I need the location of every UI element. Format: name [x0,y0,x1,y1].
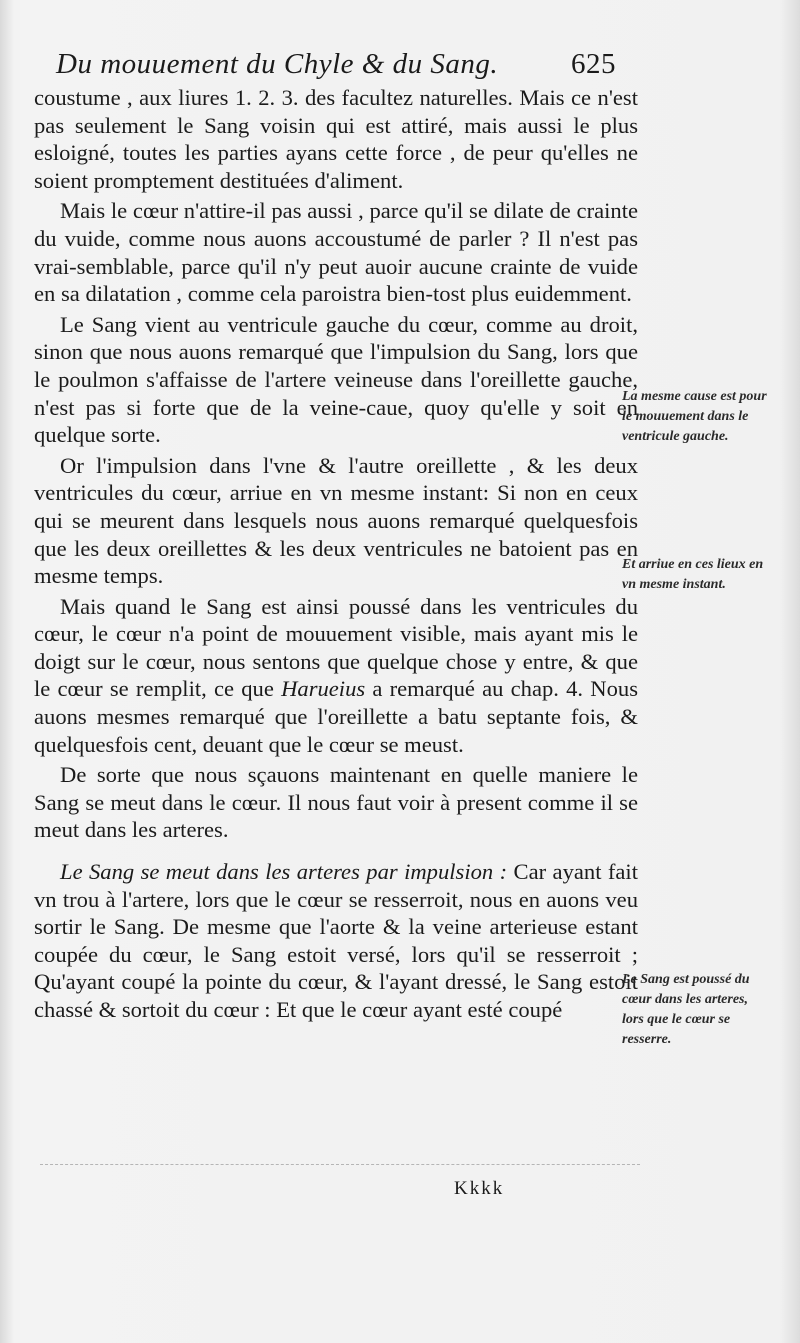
italic-author-name: Harueius [281,676,366,702]
paragraph: coustume , aux liures 1. 2. 3. des facultez naturelles. Mais ce n'est pas seulement le Sang voisin qui est attiré, mais aussi le plus esloigné, toutes les parties ayans cette force , de peur qu'elles ne soient promptement destituées d'aliment. [34,85,638,193]
margin-note: Et arriue en ces lieux en vn mesme instant. [622,557,764,592]
signature-mark: Kkkk [454,1178,505,1199]
running-title: Du mouuement du Chyle & du Sang. [56,48,499,80]
paragraph: Le Sang vient au ventricule gauche du cœur, comme au droit, sinon que nous auons remarqué que l'impulsion du Sang, lors que le poulmon s'affaisse de l'artere veineuse dans l'oreillette gauche, n'est pas si forte que de la veine-caue, quoy qu'elle y soit en quelque sorte. [34,311,638,448]
paragraph: De sorte que nous sçauons maintenant en quelle maniere le Sang se meut dans le cœur. Il nous faut voir à present comme il se meut dans les arteres. [34,762,638,843]
paragraph [34,593,638,759]
page-number: 625 [571,48,616,80]
margin-note: Le Sang est poussé du cœur dans les arteres, lors que le cœur se resserre. [622,972,750,1047]
paragraph-text: a remarqué au chap. 4. Nous auons mesmes remarqué que l'oreillette a batu septante fois, & quelquesfois cent, deuant que le cœur se meust. [34,676,638,757]
italic-heading: Le Sang se meut dans les arteres par impulsion : [60,859,508,885]
paragraph [34,858,638,1024]
main-text [34,84,638,1024]
paragraph: Mais le cœur n'attire-il pas aussi , parce qu'il se dilate de crainte du vuide, comme nous auons accoustumé de parler ? Il n'est pas vrai-semblable, parce qu'il n'y peut auoir aucune crainte de vuide en sa dilatation , comme cela paroistra bien-tost plus euidemment. [34,198,638,307]
running-header [56,42,616,86]
paragraph: Or l'impulsion dans l'vne & l'autre oreillette , & les deux ventricules du cœur, arriue en vn mesme instant: Si non en ceux qui se meurent dans lesquels nous auons remarqué quelquesfois que les deux oreillettes & les deux ventricules ne batoient pas en mesme temps. [34,452,638,589]
paragraph-text: Car ayant fait vn trou à l'artere, lors que le cœur se resserroit, nous en auons veu sortir le Sang. De mesme que l'aorte & la veine arterieuse estant coupée du cœur, le Sang estoit versé, lors qu'il se resserroit ; Qu'ayant coupé la pointe du cœur, & l'ayant dressé, le Sang estoit chassé & sortoit du cœur : Et que le cœur ayant esté coupé [34,859,638,1022]
bottom-rule [40,1164,640,1165]
margin-note: La mesme cause est pour le mouuement dans le ventricule gauche. [622,389,767,444]
paragraph-text: Mais quand le Sang est ainsi poussé dans les ventricules du cœur, le cœur n'a point de mouuement visible, mais ayant mis le doigt sur le cœur, nous sentons que quelque chose y entre, & que le cœur se remplit, ce que [34,593,638,702]
